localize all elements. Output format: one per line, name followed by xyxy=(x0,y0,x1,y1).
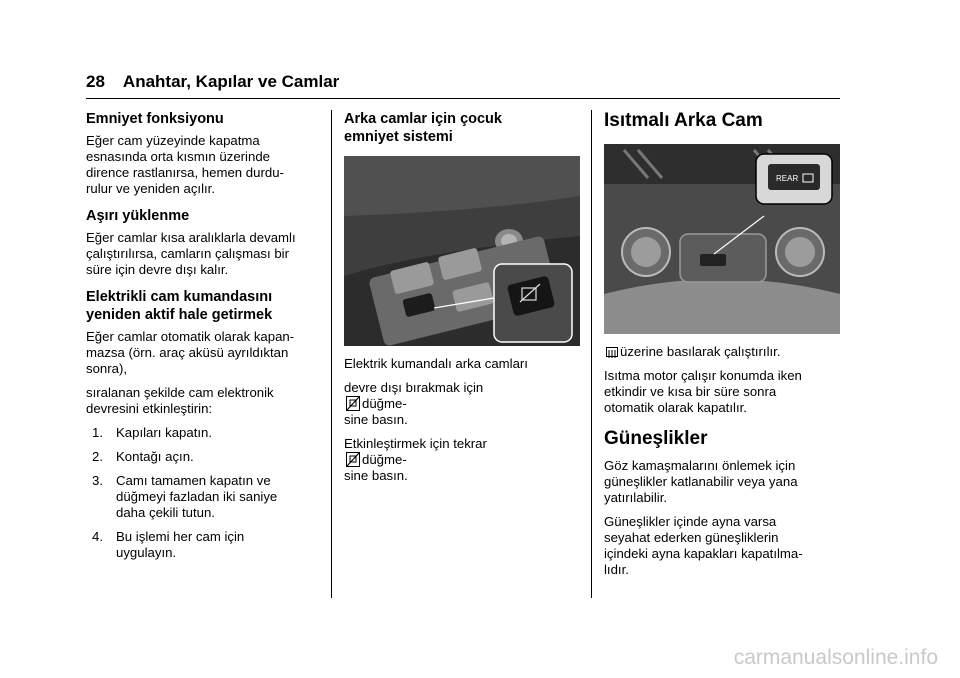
heading-reactivate: Elektrikli cam kumandasını yeniden aktif hale getirmek xyxy=(86,289,273,323)
window-lock-icon xyxy=(346,396,360,411)
list-item xyxy=(86,425,322,441)
heading-sun-visors: Güneşlikler xyxy=(604,428,708,449)
text-part: düğme- xyxy=(362,396,407,411)
heading-heated-rear-window: Isıtmalı Arka Cam xyxy=(604,110,763,131)
column-3 xyxy=(604,110,840,586)
step-number: 2. xyxy=(92,449,103,464)
heading-overload: Aşırı yüklenme xyxy=(86,208,190,224)
page-number: 28 xyxy=(86,72,105,91)
text-part: sine basın. xyxy=(344,412,408,427)
page-title: Anahtar, Kapılar ve Camlar xyxy=(122,72,340,91)
column-divider-1 xyxy=(331,110,332,598)
text-part: sine basın. xyxy=(344,468,408,483)
column-divider-2 xyxy=(591,110,592,598)
list-item xyxy=(86,529,322,561)
paragraph-rear-2: Isıtma motor çalışır konumda iken etkindir ve kısa bir süre sonra otomatik olarak kapatılır. xyxy=(604,368,802,415)
paragraph-child-2 xyxy=(344,380,580,428)
step-number: 4. xyxy=(92,529,103,544)
text-part: Etkinleştirmek için tekrar xyxy=(344,436,487,451)
column-1 xyxy=(86,110,322,569)
paragraph-visor-2: Güneşlikler içinde ayna varsa seyahat ederken güneşliklerin içindeki ayna kapakları kapatılma- lıdır. xyxy=(604,514,803,577)
paragraph-reactivate-2: sıralanan şekilde cam elektronik devresini etkinleştirin: xyxy=(86,385,274,416)
paragraph-safety-function: Eğer cam yüzeyinde kapatma esnasında orta kısmın üzerinde dirence rastlanırsa, hemen durdu- rulur ve yeniden açılır. xyxy=(86,133,284,196)
dashboard-figure xyxy=(604,144,840,334)
watermark: carmanualsonline.info xyxy=(733,646,938,669)
paragraph-overload: Eğer camlar kısa aralıklarla devamlı çalıştırılırsa, camların çalışması bir süre için devre dışı kalır. xyxy=(86,230,296,277)
paragraph-rear-1 xyxy=(604,344,840,360)
text-part: üzerine basılarak çalıştırılır. xyxy=(620,344,781,359)
step-text: Camı tamamen kapatın ve düğmeyi fazladan iki saniye daha çekili tutun. xyxy=(116,473,278,520)
header-rule xyxy=(86,98,840,99)
list-item xyxy=(86,473,322,521)
heading-child-safety: Arka camlar için çocuk emniyet sistemi xyxy=(344,111,502,145)
step-text: Bu işlemi her cam için uygulayın. xyxy=(116,529,245,560)
rear-label: REAR xyxy=(776,174,799,183)
text-part: devre dışı bırakmak için xyxy=(344,380,484,395)
step-text: Kapıları kapatın. xyxy=(116,425,213,440)
step-number: 1. xyxy=(92,425,103,440)
window-lock-icon xyxy=(346,452,360,467)
step-text: Kontağı açın. xyxy=(116,449,194,464)
steps-list xyxy=(86,425,322,561)
step-number: 3. xyxy=(92,473,103,488)
paragraph-child-3 xyxy=(344,436,580,484)
rear-defrost-icon xyxy=(606,347,618,359)
paragraph-visor-1: Göz kamaşmalarını önlemek için güneşlikler katlanabilir veya yana yatırılabilir. xyxy=(604,458,798,505)
column-2 xyxy=(344,110,580,492)
paragraph-child-1: Elektrik kumandalı arka camları xyxy=(344,356,528,371)
page-header xyxy=(86,72,339,92)
door-switch-figure xyxy=(344,156,580,346)
paragraph-reactivate-1: Eğer camlar otomatik olarak kapan- mazsa (örn. araç aküsü ayrıldıktan sonra), xyxy=(86,329,295,376)
list-item xyxy=(86,449,322,465)
heading-safety-function: Emniyet fonksiyonu xyxy=(86,111,224,127)
text-part: düğme- xyxy=(362,452,407,467)
